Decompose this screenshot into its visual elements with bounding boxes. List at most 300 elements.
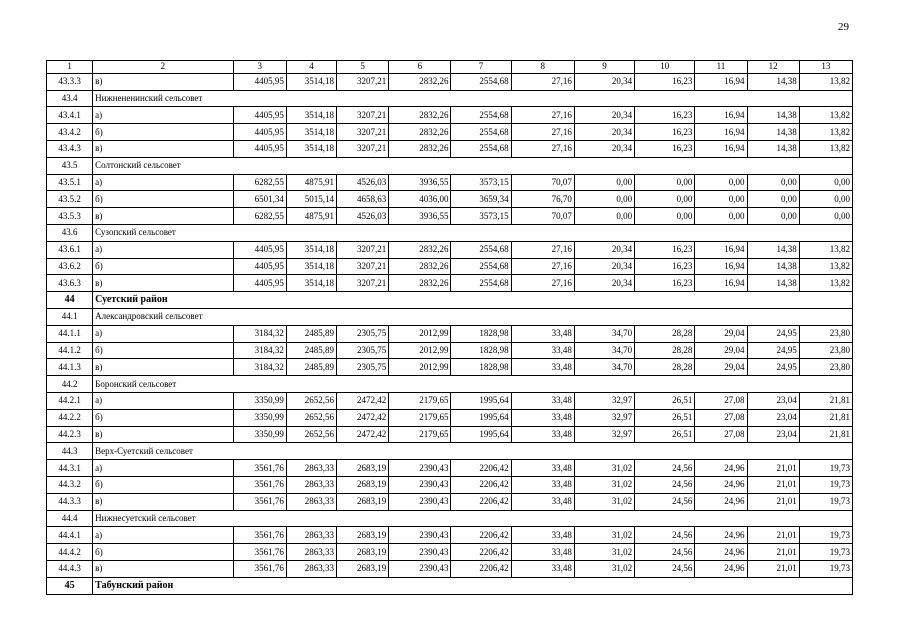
value-cell: 24,96 [695, 527, 747, 544]
value-cell: 3514,18 [286, 140, 336, 157]
value-cell: 13,82 [799, 124, 852, 141]
table-row [47, 124, 853, 141]
value-cell: 2206,42 [451, 460, 511, 477]
value-cell: 16,94 [695, 258, 747, 275]
column-header: 2 [93, 61, 234, 74]
row-code: 44.2.1 [47, 392, 93, 409]
column-header: 5 [337, 61, 389, 74]
table-row [47, 275, 853, 292]
table-row [47, 493, 853, 510]
value-cell: 27,16 [511, 124, 574, 141]
value-cell: 33,48 [511, 359, 574, 376]
value-cell: 4875,91 [286, 208, 336, 225]
value-cell: 76,70 [511, 191, 574, 208]
value-cell: 24,96 [695, 476, 747, 493]
value-cell: 33,48 [511, 460, 574, 477]
row-code: 43.4.3 [47, 140, 93, 157]
row-code: 44.1 [47, 308, 93, 325]
value-cell: 2554,68 [451, 241, 511, 258]
row-code: 44.1.2 [47, 342, 93, 359]
row-label: в) [93, 560, 234, 577]
column-header: 11 [695, 61, 747, 74]
value-cell: 21,01 [747, 460, 799, 477]
value-cell: 2206,42 [451, 493, 511, 510]
row-code: 43.5.3 [47, 208, 93, 225]
value-cell: 32,97 [574, 392, 634, 409]
row-code: 43.4.1 [47, 107, 93, 124]
value-cell: 13,82 [799, 107, 852, 124]
value-cell: 3936,55 [389, 208, 451, 225]
table-row [47, 191, 853, 208]
column-header: 6 [389, 61, 451, 74]
value-cell: 16,94 [695, 107, 747, 124]
value-cell: 27,16 [511, 275, 574, 292]
row-code: 44 [47, 292, 93, 309]
value-cell: 3561,76 [233, 527, 286, 544]
value-cell: 14,38 [747, 258, 799, 275]
value-cell: 2179,65 [389, 392, 451, 409]
value-cell: 2832,26 [389, 258, 451, 275]
value-cell: 1995,64 [451, 409, 511, 426]
row-code: 44.3.3 [47, 493, 93, 510]
value-cell: 3350,99 [233, 392, 286, 409]
value-cell: 33,48 [511, 392, 574, 409]
value-cell: 23,04 [747, 392, 799, 409]
row-code: 44.4.2 [47, 544, 93, 561]
value-cell: 2863,33 [286, 460, 336, 477]
value-cell: 2832,26 [389, 241, 451, 258]
row-code: 43.4.2 [47, 124, 93, 141]
value-cell: 3573,15 [451, 174, 511, 191]
value-cell: 2554,68 [451, 107, 511, 124]
value-cell: 28,28 [635, 342, 695, 359]
value-cell: 3207,21 [337, 258, 389, 275]
table-row [47, 107, 853, 124]
value-cell: 19,73 [799, 493, 852, 510]
value-cell: 1828,98 [451, 342, 511, 359]
value-cell: 2863,33 [286, 527, 336, 544]
section-title: Боронский сельсовет [93, 376, 853, 393]
value-cell: 24,96 [695, 560, 747, 577]
value-cell: 3207,21 [337, 241, 389, 258]
value-cell: 19,73 [799, 476, 852, 493]
value-cell: 0,00 [747, 208, 799, 225]
value-cell: 2554,68 [451, 275, 511, 292]
value-cell: 33,48 [511, 544, 574, 561]
value-cell: 31,02 [574, 560, 634, 577]
value-cell: 20,34 [574, 275, 634, 292]
row-code: 43.6 [47, 224, 93, 241]
value-cell: 28,28 [635, 325, 695, 342]
value-cell: 0,00 [635, 208, 695, 225]
value-cell: 2683,19 [337, 460, 389, 477]
value-cell: 3184,32 [233, 342, 286, 359]
value-cell: 27,16 [511, 241, 574, 258]
row-label: в) [93, 140, 234, 157]
table-body [47, 61, 853, 595]
row-code: 44.2 [47, 376, 93, 393]
value-cell: 3561,76 [233, 476, 286, 493]
value-cell: 1828,98 [451, 359, 511, 376]
value-cell: 3350,99 [233, 409, 286, 426]
value-cell: 24,56 [635, 460, 695, 477]
table-row [47, 241, 853, 258]
value-cell: 2206,42 [451, 544, 511, 561]
value-cell: 16,23 [635, 241, 695, 258]
district-row [47, 292, 853, 309]
tariff-table [46, 60, 853, 595]
table-row [47, 325, 853, 342]
value-cell: 6282,55 [233, 174, 286, 191]
value-cell: 20,34 [574, 73, 634, 90]
value-cell: 2554,68 [451, 124, 511, 141]
row-label: а) [93, 460, 234, 477]
value-cell: 32,97 [574, 409, 634, 426]
value-cell: 2554,68 [451, 73, 511, 90]
value-cell: 2179,65 [389, 426, 451, 443]
value-cell: 70,07 [511, 208, 574, 225]
value-cell: 2472,42 [337, 426, 389, 443]
row-code: 43.3.3 [47, 73, 93, 90]
value-cell: 3561,76 [233, 560, 286, 577]
column-header: 13 [799, 61, 852, 74]
value-cell: 2305,75 [337, 325, 389, 342]
column-header: 8 [511, 61, 574, 74]
value-cell: 13,82 [799, 275, 852, 292]
value-cell: 2485,89 [286, 325, 336, 342]
value-cell: 14,38 [747, 275, 799, 292]
value-cell: 2652,56 [286, 409, 336, 426]
value-cell: 0,00 [695, 191, 747, 208]
value-cell: 2652,56 [286, 392, 336, 409]
section-row [47, 510, 853, 527]
value-cell: 20,34 [574, 140, 634, 157]
value-cell: 24,95 [747, 325, 799, 342]
value-cell: 20,34 [574, 258, 634, 275]
value-cell: 3514,18 [286, 241, 336, 258]
value-cell: 16,94 [695, 124, 747, 141]
row-code: 44.3.2 [47, 476, 93, 493]
value-cell: 33,48 [511, 476, 574, 493]
value-cell: 3514,18 [286, 258, 336, 275]
value-cell: 2863,33 [286, 560, 336, 577]
value-cell: 27,08 [695, 409, 747, 426]
value-cell: 2863,33 [286, 544, 336, 561]
value-cell: 16,23 [635, 124, 695, 141]
value-cell: 23,04 [747, 409, 799, 426]
value-cell: 1995,64 [451, 426, 511, 443]
value-cell: 3561,76 [233, 493, 286, 510]
value-cell: 21,81 [799, 409, 852, 426]
row-code: 43.6.3 [47, 275, 93, 292]
value-cell: 26,51 [635, 426, 695, 443]
section-row [47, 376, 853, 393]
table-row [47, 140, 853, 157]
section-row [47, 224, 853, 241]
row-label: в) [93, 208, 234, 225]
value-cell: 3573,15 [451, 208, 511, 225]
value-cell: 1828,98 [451, 325, 511, 342]
value-cell: 24,95 [747, 359, 799, 376]
row-label: б) [93, 342, 234, 359]
value-cell: 31,02 [574, 544, 634, 561]
value-cell: 29,04 [695, 359, 747, 376]
value-cell: 33,48 [511, 325, 574, 342]
row-code: 43.5.1 [47, 174, 93, 191]
table-row [47, 527, 853, 544]
row-code: 43.6.2 [47, 258, 93, 275]
table-row [47, 174, 853, 191]
row-label: б) [93, 544, 234, 561]
value-cell: 2554,68 [451, 140, 511, 157]
value-cell: 29,04 [695, 342, 747, 359]
value-cell: 0,00 [574, 208, 634, 225]
row-label: в) [93, 359, 234, 376]
value-cell: 4658,63 [337, 191, 389, 208]
value-cell: 2863,33 [286, 476, 336, 493]
column-header: 4 [286, 61, 336, 74]
row-label: в) [93, 493, 234, 510]
value-cell: 2472,42 [337, 392, 389, 409]
table-row [47, 560, 853, 577]
value-cell: 31,02 [574, 493, 634, 510]
value-cell: 21,01 [747, 544, 799, 561]
column-header: 7 [451, 61, 511, 74]
table-row [47, 409, 853, 426]
value-cell: 4875,91 [286, 174, 336, 191]
section-title: Солтонский сельсовет [93, 157, 853, 174]
header-row [47, 61, 853, 74]
value-cell: 24,56 [635, 560, 695, 577]
value-cell: 3936,55 [389, 174, 451, 191]
value-cell: 2012,99 [389, 359, 451, 376]
value-cell: 28,28 [635, 359, 695, 376]
row-code: 43.5.2 [47, 191, 93, 208]
value-cell: 16,23 [635, 258, 695, 275]
value-cell: 2179,65 [389, 409, 451, 426]
value-cell: 4405,95 [233, 241, 286, 258]
value-cell: 33,48 [511, 527, 574, 544]
value-cell: 14,38 [747, 124, 799, 141]
value-cell: 2472,42 [337, 409, 389, 426]
value-cell: 2390,43 [389, 460, 451, 477]
value-cell: 27,16 [511, 73, 574, 90]
row-label: в) [93, 275, 234, 292]
value-cell: 24,96 [695, 460, 747, 477]
value-cell: 24,56 [635, 476, 695, 493]
value-cell: 24,96 [695, 493, 747, 510]
value-cell: 0,00 [747, 191, 799, 208]
value-cell: 33,48 [511, 426, 574, 443]
value-cell: 2390,43 [389, 476, 451, 493]
value-cell: 23,04 [747, 426, 799, 443]
value-cell: 26,51 [635, 392, 695, 409]
value-cell: 2832,26 [389, 107, 451, 124]
value-cell: 19,73 [799, 544, 852, 561]
value-cell: 13,82 [799, 140, 852, 157]
value-cell: 4405,95 [233, 73, 286, 90]
row-label: б) [93, 409, 234, 426]
value-cell: 21,01 [747, 493, 799, 510]
value-cell: 14,38 [747, 107, 799, 124]
column-header: 9 [574, 61, 634, 74]
value-cell: 2652,56 [286, 426, 336, 443]
row-label: а) [93, 325, 234, 342]
value-cell: 2683,19 [337, 476, 389, 493]
value-cell: 13,82 [799, 241, 852, 258]
value-cell: 23,80 [799, 342, 852, 359]
value-cell: 3514,18 [286, 124, 336, 141]
value-cell: 2832,26 [389, 275, 451, 292]
row-code: 44.1.1 [47, 325, 93, 342]
row-label: а) [93, 107, 234, 124]
table-row [47, 258, 853, 275]
row-label: б) [93, 476, 234, 493]
value-cell: 4405,95 [233, 140, 286, 157]
section-title: Александровский сельсовет [93, 308, 853, 325]
row-code: 44.3 [47, 443, 93, 460]
value-cell: 2485,89 [286, 342, 336, 359]
row-label: в) [93, 426, 234, 443]
district-title: Суетский район [93, 292, 853, 309]
value-cell: 2683,19 [337, 527, 389, 544]
value-cell: 21,01 [747, 527, 799, 544]
value-cell: 33,48 [511, 493, 574, 510]
value-cell: 16,94 [695, 275, 747, 292]
value-cell: 2206,42 [451, 560, 511, 577]
value-cell: 16,94 [695, 73, 747, 90]
value-cell: 2554,68 [451, 258, 511, 275]
value-cell: 24,96 [695, 544, 747, 561]
value-cell: 19,73 [799, 527, 852, 544]
value-cell: 3514,18 [286, 107, 336, 124]
section-title: Верх-Суетский сельсовет [93, 443, 853, 460]
value-cell: 31,02 [574, 527, 634, 544]
value-cell: 19,73 [799, 560, 852, 577]
value-cell: 33,48 [511, 560, 574, 577]
value-cell: 2305,75 [337, 342, 389, 359]
value-cell: 16,23 [635, 275, 695, 292]
value-cell: 3561,76 [233, 460, 286, 477]
value-cell: 2683,19 [337, 493, 389, 510]
value-cell: 4405,95 [233, 275, 286, 292]
value-cell: 4526,03 [337, 208, 389, 225]
section-row [47, 308, 853, 325]
section-title: Нижнесуетский сельсовет [93, 510, 853, 527]
value-cell: 5015,14 [286, 191, 336, 208]
value-cell: 14,38 [747, 140, 799, 157]
row-code: 44.2.3 [47, 426, 93, 443]
value-cell: 1995,64 [451, 392, 511, 409]
table-row [47, 359, 853, 376]
value-cell: 2305,75 [337, 359, 389, 376]
district-row [47, 577, 853, 594]
value-cell: 27,16 [511, 107, 574, 124]
value-cell: 3207,21 [337, 275, 389, 292]
value-cell: 20,34 [574, 107, 634, 124]
value-cell: 0,00 [574, 191, 634, 208]
value-cell: 4405,95 [233, 124, 286, 141]
value-cell: 20,34 [574, 241, 634, 258]
row-code: 44.3.1 [47, 460, 93, 477]
value-cell: 0,00 [799, 174, 852, 191]
table-row [47, 392, 853, 409]
value-cell: 4526,03 [337, 174, 389, 191]
value-cell: 2390,43 [389, 544, 451, 561]
value-cell: 2206,42 [451, 476, 511, 493]
row-code: 43.6.1 [47, 241, 93, 258]
value-cell: 3207,21 [337, 73, 389, 90]
table-row [47, 544, 853, 561]
section-row [47, 443, 853, 460]
row-code: 43.4 [47, 90, 93, 107]
value-cell: 27,08 [695, 392, 747, 409]
value-cell: 29,04 [695, 325, 747, 342]
section-title: Нижнененинский сельсовет [93, 90, 853, 107]
value-cell: 3514,18 [286, 275, 336, 292]
value-cell: 23,80 [799, 325, 852, 342]
value-cell: 3350,99 [233, 426, 286, 443]
value-cell: 3184,32 [233, 359, 286, 376]
value-cell: 3184,32 [233, 325, 286, 342]
value-cell: 14,38 [747, 73, 799, 90]
column-header: 10 [635, 61, 695, 74]
value-cell: 6282,55 [233, 208, 286, 225]
value-cell: 3514,18 [286, 73, 336, 90]
table-row [47, 460, 853, 477]
value-cell: 0,00 [695, 208, 747, 225]
value-cell: 16,23 [635, 73, 695, 90]
value-cell: 2485,89 [286, 359, 336, 376]
value-cell: 19,73 [799, 460, 852, 477]
value-cell: 31,02 [574, 476, 634, 493]
value-cell: 0,00 [574, 174, 634, 191]
row-code: 43.5 [47, 157, 93, 174]
row-code: 44.2.2 [47, 409, 93, 426]
value-cell: 0,00 [747, 174, 799, 191]
column-header: 1 [47, 61, 93, 74]
value-cell: 2863,33 [286, 493, 336, 510]
section-row [47, 90, 853, 107]
value-cell: 24,56 [635, 493, 695, 510]
value-cell: 2832,26 [389, 124, 451, 141]
district-title: Табунский район [93, 577, 853, 594]
row-label: б) [93, 258, 234, 275]
value-cell: 2832,26 [389, 140, 451, 157]
row-code: 44.4 [47, 510, 93, 527]
row-code: 44.4.3 [47, 560, 93, 577]
value-cell: 32,97 [574, 426, 634, 443]
value-cell: 13,82 [799, 258, 852, 275]
value-cell: 33,48 [511, 409, 574, 426]
value-cell: 6501,34 [233, 191, 286, 208]
value-cell: 4405,95 [233, 258, 286, 275]
value-cell: 16,94 [695, 140, 747, 157]
value-cell: 16,94 [695, 241, 747, 258]
section-title: Сузопский сельсовет [93, 224, 853, 241]
value-cell: 2390,43 [389, 493, 451, 510]
value-cell: 21,01 [747, 476, 799, 493]
row-label: б) [93, 191, 234, 208]
value-cell: 34,70 [574, 359, 634, 376]
value-cell: 21,81 [799, 426, 852, 443]
value-cell: 33,48 [511, 342, 574, 359]
value-cell: 27,08 [695, 426, 747, 443]
row-label: а) [93, 241, 234, 258]
row-label: в) [93, 73, 234, 90]
row-code: 45 [47, 577, 93, 594]
column-header: 3 [233, 61, 286, 74]
